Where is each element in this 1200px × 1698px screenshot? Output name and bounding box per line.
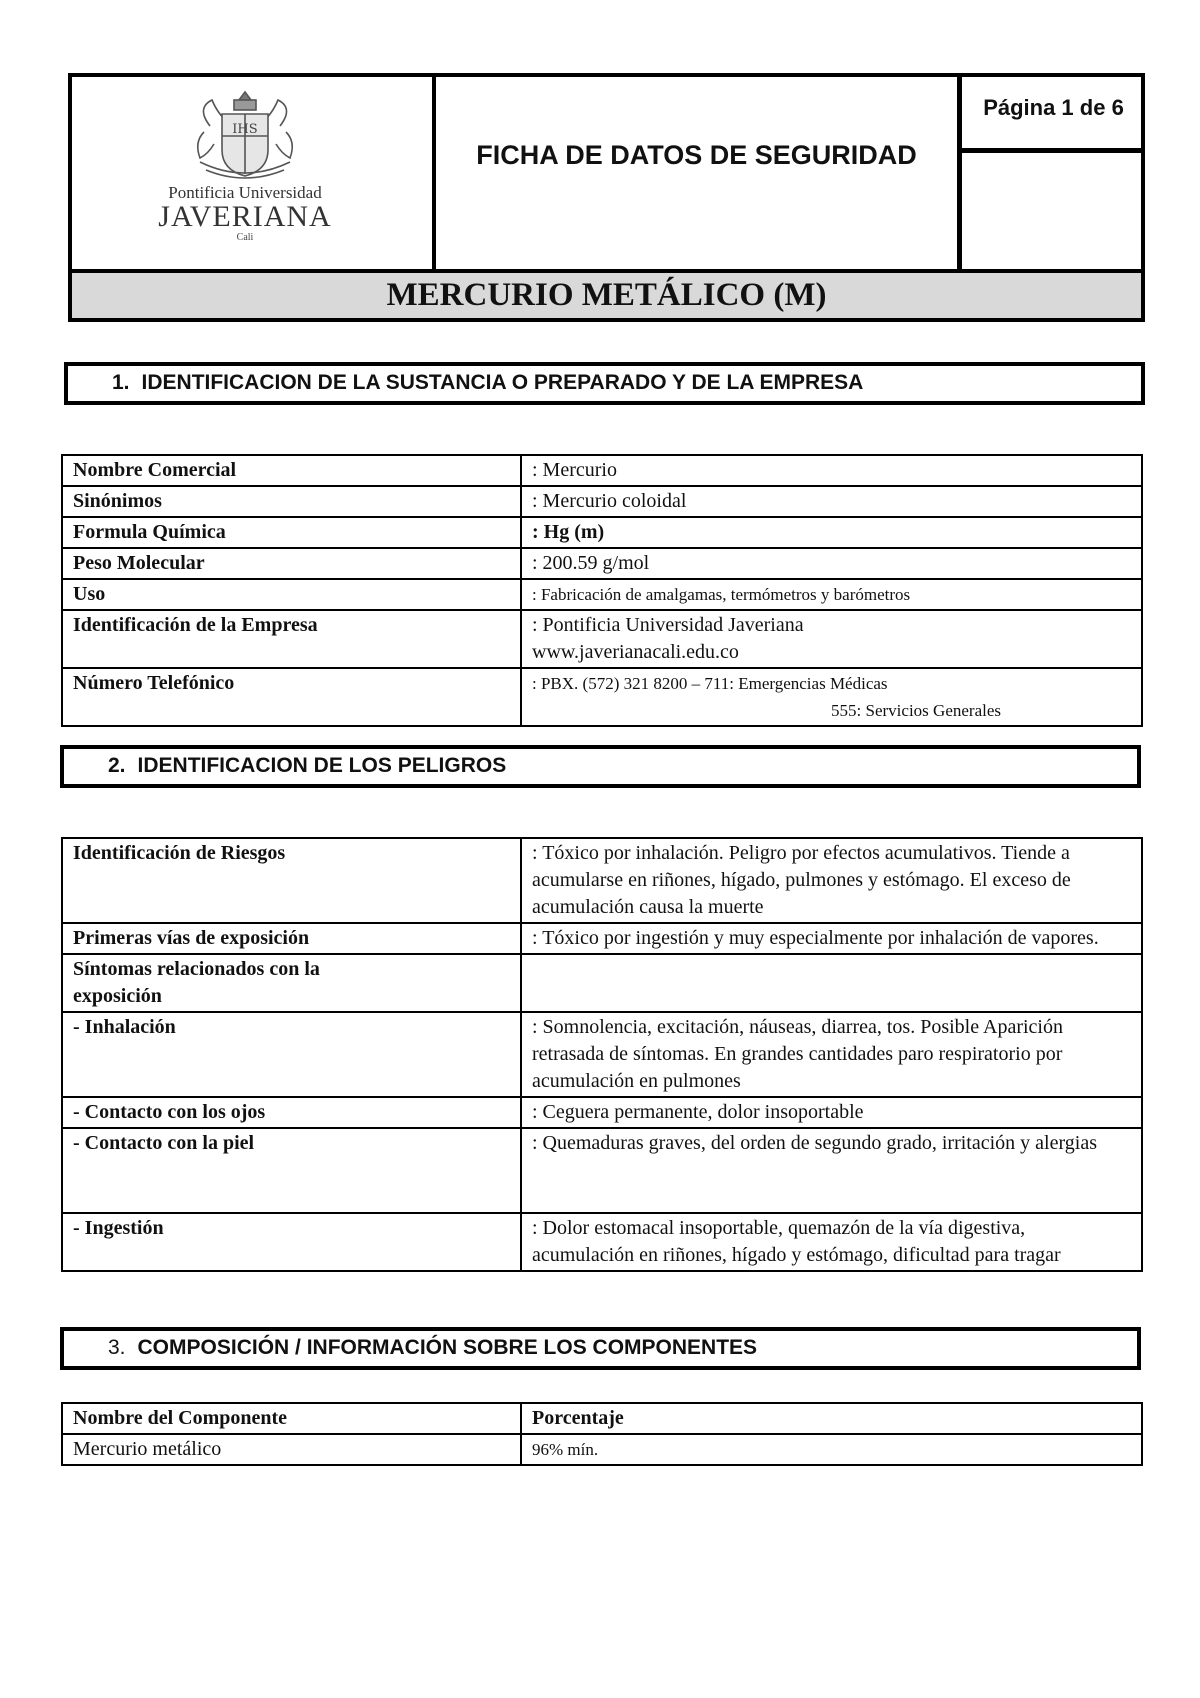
section-title: IDENTIFICACION DE LA SUSTANCIA O PREPARADO Y DE LA EMPRESA xyxy=(141,371,864,394)
table-row xyxy=(62,923,1142,954)
row-value: : Dolor estomacal insoportable, quemazón de la vía digestiva, acumulación en riñones, hígado y estómago, dificultad para tragar xyxy=(521,1213,1142,1271)
university-logo xyxy=(150,86,340,256)
row-value: : Tóxico por ingestión y muy especialmente por inhalación de vapores. xyxy=(521,923,1142,954)
row-value: : Somnolencia, excitación, náuseas, diarrea, tos. Posible Aparición retrasada de síntomas. En grandes cantidades paro respiratorio por acumulación en pulmones xyxy=(521,1012,1142,1097)
component-name: Mercurio metálico xyxy=(62,1434,521,1465)
row-label: - Contacto con la piel xyxy=(62,1128,521,1213)
row-label: Identificación de Riesgos xyxy=(62,838,521,923)
table-row xyxy=(62,517,1142,548)
section-title: IDENTIFICACION DE LOS PELIGROS xyxy=(137,754,507,777)
row-value: : Fabricación de amalgamas, termómetros y barómetros xyxy=(521,579,1142,610)
logo-text-line: Pontificia Universidad xyxy=(168,183,322,202)
logo-text-name: JAVERIANA xyxy=(158,200,332,233)
logo-text-city: Cali xyxy=(236,232,254,243)
row-value: : 200.59 g/mol xyxy=(521,548,1142,579)
table-row xyxy=(62,548,1142,579)
table-row xyxy=(62,579,1142,610)
section-heading-3 xyxy=(60,1327,1141,1370)
row-value: : Ceguera permanente, dolor insoportable xyxy=(521,1097,1142,1128)
row-label: Uso xyxy=(62,579,521,610)
row-value: : Mercurio coloidal xyxy=(521,486,1142,517)
phone-line-2: 555: Servicios Generales xyxy=(831,701,1001,720)
row-label: Número Telefónico xyxy=(62,668,521,726)
row-label: - Contacto con los ojos xyxy=(62,1097,521,1128)
company-name: : Pontificia Universidad Javeriana xyxy=(532,614,804,636)
table-row xyxy=(62,1012,1142,1097)
row-label: - Ingestión xyxy=(62,1213,521,1271)
coat-of-arms-icon xyxy=(190,86,300,182)
table-row xyxy=(62,1213,1142,1271)
section-number: 2. xyxy=(108,754,126,777)
section-number: 1. xyxy=(112,371,130,394)
hazards-table xyxy=(61,837,1143,1272)
table-row xyxy=(62,954,1142,1012)
table-row xyxy=(62,1097,1142,1128)
section-title: COMPOSICIÓN / INFORMACIÓN SOBRE LOS COMPONENTES xyxy=(137,1336,758,1359)
header-divider xyxy=(432,73,436,273)
table-row xyxy=(62,1128,1142,1213)
table-header-row xyxy=(62,1403,1142,1434)
page-number: Página 1 de 6 xyxy=(983,95,1124,120)
section-heading-2 xyxy=(60,745,1141,788)
row-label: Nombre Comercial xyxy=(62,455,521,486)
row-value: : Mercurio xyxy=(521,455,1142,486)
svg-text:IHS: IHS xyxy=(232,122,258,137)
table-row xyxy=(62,838,1142,923)
section-heading-1 xyxy=(64,362,1145,405)
column-header: Nombre del Componente xyxy=(62,1403,521,1434)
row-value: : Hg (m) xyxy=(521,517,1142,548)
table-row xyxy=(62,1434,1142,1465)
row-value xyxy=(521,668,1142,726)
row-label: Síntomas relacionados con la exposición xyxy=(62,954,521,1012)
row-label: Peso Molecular xyxy=(62,548,521,579)
table-row xyxy=(62,455,1142,486)
section-number: 3. xyxy=(108,1336,126,1359)
column-header: Porcentaje xyxy=(521,1403,1142,1434)
row-value: : Tóxico por inhalación. Peligro por efectos acumulativos. Tiende a acumularse en riñones, hígado, pulmones y estómago. El exceso de acumulación causa la muerte xyxy=(521,838,1142,923)
phone-line-1: : PBX. (572) 321 8200 – 711: Emergencias Médicas xyxy=(532,674,888,693)
row-label: Formula Química xyxy=(62,517,521,548)
composition-table xyxy=(61,1402,1143,1466)
header-divider xyxy=(957,148,1145,153)
identification-table xyxy=(61,454,1143,727)
row-label: Sinónimos xyxy=(62,486,521,517)
row-label: - Inhalación xyxy=(62,1012,521,1097)
substance-name: MERCURIO METÁLICO (M) xyxy=(68,269,1145,322)
document-title: FICHA DE DATOS DE SEGURIDAD xyxy=(476,140,917,170)
company-website: www.javerianacali.edu.co xyxy=(532,641,739,663)
table-row xyxy=(62,486,1142,517)
row-value xyxy=(521,610,1142,668)
table-row xyxy=(62,668,1142,726)
row-label: Primeras vías de exposición xyxy=(62,923,521,954)
row-value: : Quemaduras graves, del orden de segundo grado, irritación y alergias xyxy=(521,1128,1142,1213)
row-label: Identificación de la Empresa xyxy=(62,610,521,668)
component-percent: 96% mín. xyxy=(521,1434,1142,1465)
row-value xyxy=(521,954,1142,1012)
table-row xyxy=(62,610,1142,668)
